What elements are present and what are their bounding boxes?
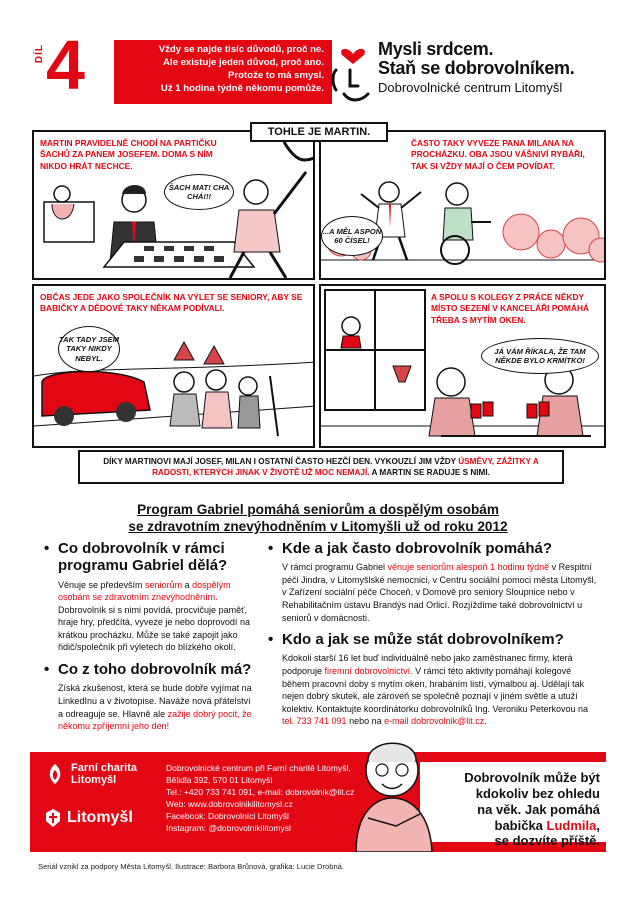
contact-line[interactable]: Facebook: Dobrovolníci Litomyšl — [166, 811, 289, 822]
comic-panel-walk — [319, 130, 606, 280]
question-heading: • Kdo a jak se může stát dobrovolníkem? — [268, 631, 598, 648]
text: Získá zkušenost, která se bude dobře vyjímat na LinkedInu a v životopise. Naváže nová přátelství a odreaguje se. Hlavně ale — [58, 683, 252, 719]
text: v Respitní péči Jindra, v Litomyšlské nemocnici, v Centru sociální pomoci města Litomyšl, v Zařízení sociální péče Choceň, v Domově pro seniory Sloupnice nebo v Rehabilitačním ústavu Brandýs nad Orlicí. Rozjíždíme také dobrovolnictví u seniorů v domácnosti. — [282, 562, 597, 623]
summary-highlight: ÚSMĚVY, ZÁŽITKY A RADOSTI, KTERÝCH JINAK V ŽIVOTĚ UŽ MOC NEMAJÍ. — [152, 457, 539, 478]
highlight: věnuje seniorům alespoň 1 hodinu týdně — [387, 562, 550, 573]
city-name: Litomyšl — [67, 809, 133, 826]
phone-link[interactable]: tel. 733 741 091 — [282, 716, 347, 727]
contact-line[interactable]: Web: www.dobrovolnikilitomysl.cz — [166, 799, 293, 810]
text: babička — [494, 817, 547, 833]
panel-caption: OBČAS JEDE JAKO SPOLEČNÍK NA VÝLET SE SENIORY, ABY SE BABIČKY A DĚDOVÉ TAKY NĚKAM PODÍVALI. — [40, 292, 303, 314]
title-line: Program Gabriel pomáhá seniorům a dospělým osobám — [137, 502, 499, 517]
promo-line: kdokoliv bez ohledu — [475, 785, 600, 801]
city-emblem-icon — [44, 808, 62, 828]
answer-text — [268, 561, 598, 624]
highlight: zažije dobrý pocit, že někomu zpříjemní jeho den! — [58, 708, 252, 732]
promo-line: na věk. Jak pomáhá — [477, 801, 600, 817]
comic-panel-windows — [319, 284, 606, 448]
heart-face-logo-icon — [330, 40, 376, 104]
intro-line: Ale existuje jeden důvod, proč ano. — [163, 56, 324, 68]
summary-text: A MARTIN SE RADUJE S NIMI. — [369, 468, 490, 478]
speech-bubble: TAK TADY JSEM TAKY NIKDY NEBYL. — [58, 326, 120, 372]
speech-bubble: ...A MĚL ASPOŇ 60 ČÍSEL! — [321, 216, 383, 256]
comic-panel-trip — [32, 284, 315, 448]
intro-box — [114, 40, 332, 104]
charita-city: Litomyšl — [71, 774, 117, 787]
episode-number: 4 — [46, 26, 85, 104]
slogan-line: Staň se dobrovolníkem. — [378, 57, 575, 78]
answer-text — [268, 652, 598, 728]
speech-bubble: ŠACH MAT! CHA CHÁ!!! — [164, 174, 234, 210]
highlight: dospělým osobám se zdravotním znevýhodněním. — [58, 579, 231, 603]
text: , — [596, 817, 600, 833]
answer-text — [44, 682, 258, 732]
answer-text — [44, 579, 258, 655]
text: Věnuje se především — [58, 579, 146, 590]
question-heading: • Co z toho dobrovolník má? — [44, 661, 258, 678]
contact-line: Dobrovolnické centrum při Farní charitě Litomyšl, — [166, 763, 351, 773]
highlight: Ludmila — [546, 817, 597, 833]
comic-title: TOHLE JE MARTIN. — [250, 122, 388, 142]
text: V rámci programu Gabriel — [282, 562, 388, 573]
organization-name: Dobrovolnické centrum Litomyšl — [378, 79, 563, 95]
promo-line: se dozvíte příště. — [494, 833, 600, 849]
intro-line: Vždy se najde tisíc důvodů, proč ne. — [158, 44, 324, 55]
charita-flame-icon — [44, 762, 66, 786]
title-line: se zdravotním znevýhodněním v Litomyšli už od roku 2012 — [128, 518, 508, 534]
speech-bubble: JÁ VÁM ŘÍKALA, ŽE TAM NĚKDE BYLO KRMÍTKO! — [481, 338, 599, 374]
panel-caption: ČASTO TAKY VYVEZE PANA MILANA NA PROCHÁZKU. OBA JSOU VÁŠNIVÍ RYBÁŘI, TAK SI VŽDY MAJÍ O ČEM POVÍDAT. — [411, 138, 585, 171]
text: Kdokoli starší 16 let buď individuálně nebo jako zaměstnanec firmy, která podporuje — [282, 653, 573, 677]
text: . — [484, 716, 487, 727]
question-heading: • Co dobrovolník v rámci programu Gabriel dělá? — [44, 540, 258, 575]
comic-strip — [32, 120, 606, 500]
left-column — [44, 540, 258, 740]
slogan-line: Mysli srdcem. — [378, 39, 494, 59]
contact-line[interactable]: Tel.: +420 733 741 091, e-mail: dobrovolnik@lit.cz — [166, 787, 355, 798]
next-episode-teaser — [464, 770, 600, 849]
credits: Seriál vznikl za podpory Města Litomyšl. Ilustrace: Barbora Brůnová, grafika: Lucie Drobná. — [38, 862, 345, 871]
text: V rámci této aktivity pomáhají kolegové během pracovní doby s mytím oken, hrabáním listí, výmalbou aj. Udělají tak nejen dobrý skutek, ale zároveň se společně poznají v jiném světle a utuží kolektiv. Kontaktujte koordinátorku dobrovolníků Ing. Veroniku Peterkovou na — [282, 666, 589, 714]
intro-line: Protože to má smysl. — [228, 69, 324, 81]
comic-summary — [78, 450, 564, 484]
city-logo — [44, 808, 133, 828]
charita-name: Farní charita — [71, 762, 138, 774]
slogan — [378, 40, 574, 95]
highlight: firemní dobrovolnictví. — [324, 666, 413, 677]
comic-panel-chess — [32, 130, 315, 280]
right-column — [268, 540, 598, 735]
panel-caption: A SPOLU S KOLEGY Z PRÁCE NĚKDY MÍSTO SEZENÍ V KANCELÁŘI POMÁHÁ TŘEBA S MYTÍM OKEN. — [431, 292, 590, 325]
program-title — [60, 502, 576, 536]
text: Dobrovolník si s nimi povídá, procvičuje paměť, hraje hry, předčítá, vyveze je nebo doprovodí na krátkou procházku. Může se také zapojit jako řidič/společník při výletech do blízkého okolí. — [58, 604, 250, 653]
footer — [30, 752, 606, 852]
granny-illustration — [336, 722, 446, 852]
summary-text: DÍKY MARTINOVI MAJÍ JOSEF, MILAN I OSTATNÍ ČASTO HEZČÍ DEN. VYKOUZLÍ JIM VŽDY — [103, 457, 459, 466]
contact-line[interactable]: Instagram: @dobrovolnikilitomysl — [166, 823, 291, 834]
episode-label: DÍL — [34, 44, 45, 64]
charita-logo — [44, 762, 137, 786]
text: nebo na — [346, 716, 385, 727]
contact-line: Bělidla 392, 570 01 Litomyšl — [166, 775, 273, 786]
question-heading: • Kde a jak často dobrovolník pomáhá? — [268, 540, 598, 557]
intro-line: Už 1 hodina týdně někomu pomůže. — [160, 82, 324, 94]
promo-line — [464, 818, 600, 834]
text: a — [182, 579, 193, 590]
promo-line: Dobrovolník může být — [464, 770, 600, 785]
promo-panel — [420, 762, 606, 849]
contact-info — [166, 762, 354, 834]
highlight: seniorům — [145, 579, 183, 590]
panel-caption: MARTIN PRAVIDELNĚ CHODÍ NA PARTIČKU ŠACHŮ ZA PANEM JOSEFEM. DOMA S NÍM NIKDO HRÁT NECHCE. — [40, 138, 217, 171]
email-link[interactable]: e-mail dobrovolnik@lit.cz — [384, 716, 485, 727]
header — [30, 26, 610, 108]
